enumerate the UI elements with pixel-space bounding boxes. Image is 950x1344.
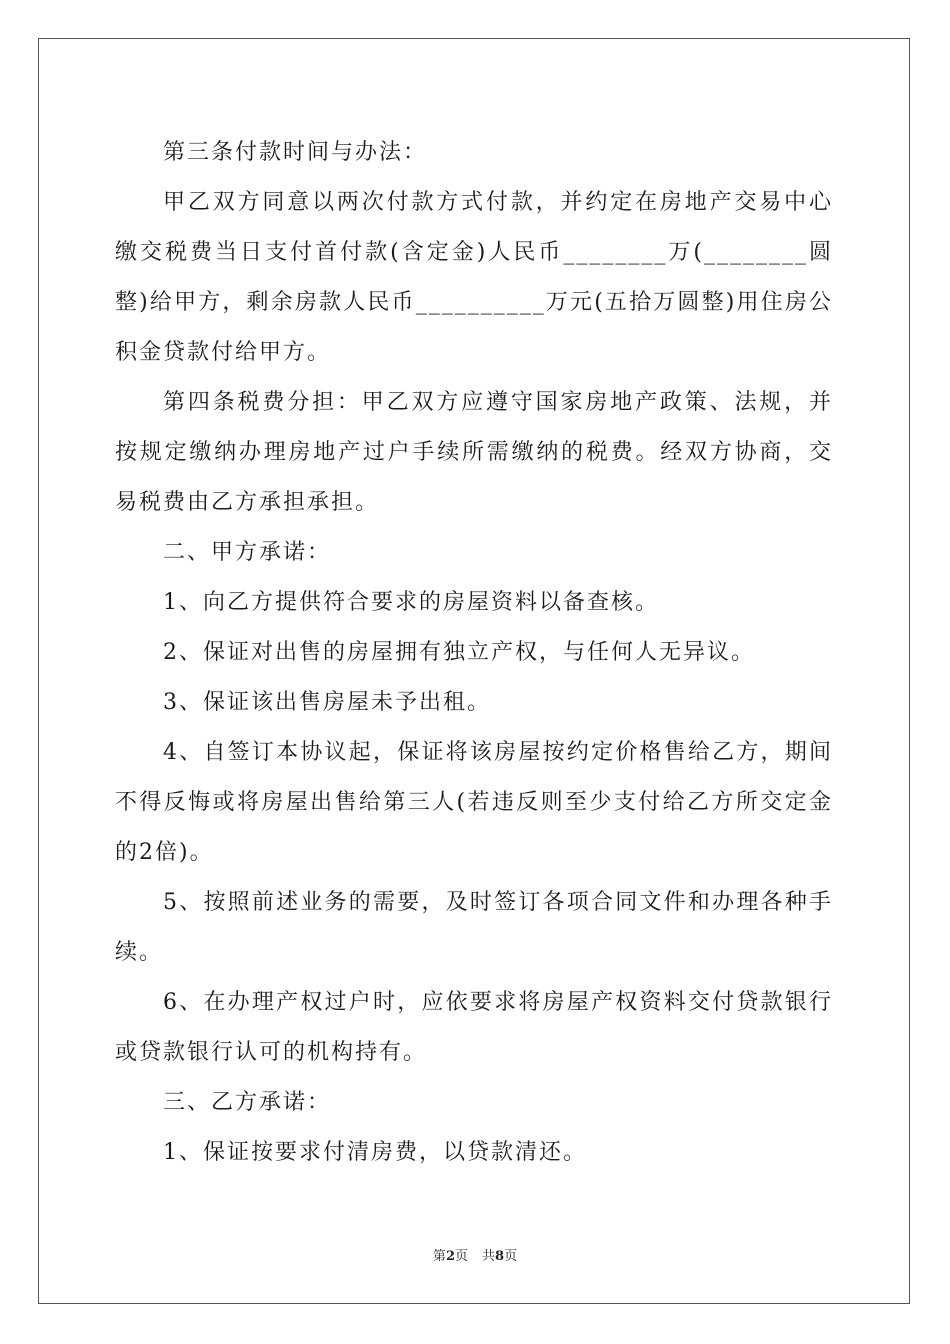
paragraph-party-b-item-1: 1、保证按要求付清房费，以贷款清还。 (163, 1140, 587, 1165)
paragraph-party-a-item-5: 5、按照前述业务的需要，及时签订各项合同文件和办理各种手续。 (115, 890, 833, 965)
page-suffix: 页 (454, 1249, 468, 1264)
paragraph-party-a-heading: 二、甲方承诺： (163, 540, 332, 565)
document-body (115, 128, 833, 1178)
page-prefix: 第 (432, 1249, 446, 1264)
paragraph-payment-terms: 甲乙双方同意以两次付款方式付款，并约定在房地产交易中心缴交税费当日支付首付款(含定金)人民币________万(________圆整)给甲方，剩余房款人民币__________万元(五拾万圆整)用住房公积金贷款付给甲方。 (115, 190, 833, 365)
paragraph-party-a-item-3: 3、保证该出售房屋未予出租。 (163, 690, 491, 715)
paragraph-party-a-item-4: 4、自签订本协议起，保证将该房屋按约定价格售给乙方，期间不得反悔或将房屋出售给第三人(若违反则至少支付给乙方所交定金的2倍)。 (115, 740, 833, 865)
page-total-number: 8 (495, 1249, 505, 1264)
paragraph-party-a-item-6: 6、在办理产权过户时，应依要求将房屋产权资料交付贷款银行或贷款银行认可的机构持有。 (115, 990, 833, 1065)
paragraph-party-b-heading: 三、乙方承诺： (163, 1090, 332, 1115)
paragraph-article-4-tax: 第四条税费分担：甲乙双方应遵守国家房地产政策、法规，并按规定缴纳办理房地产过户手续所需缴纳的税费。经双方协商，交易税费由乙方承担承担。 (115, 390, 833, 515)
paragraph-article-3-title: 第三条付款时间与办法： (163, 140, 428, 165)
paragraph-party-a-item-2: 2、保证对出售的房屋拥有独立产权，与任何人无异议。 (163, 640, 755, 665)
total-suffix: 页 (504, 1249, 518, 1264)
page-footer (0, 1245, 950, 1264)
total-prefix: 共 (482, 1249, 496, 1264)
page-current-number: 2 (445, 1249, 455, 1264)
paragraph-party-a-item-1: 1、向乙方提供符合要求的房屋资料以备查核。 (163, 590, 659, 615)
